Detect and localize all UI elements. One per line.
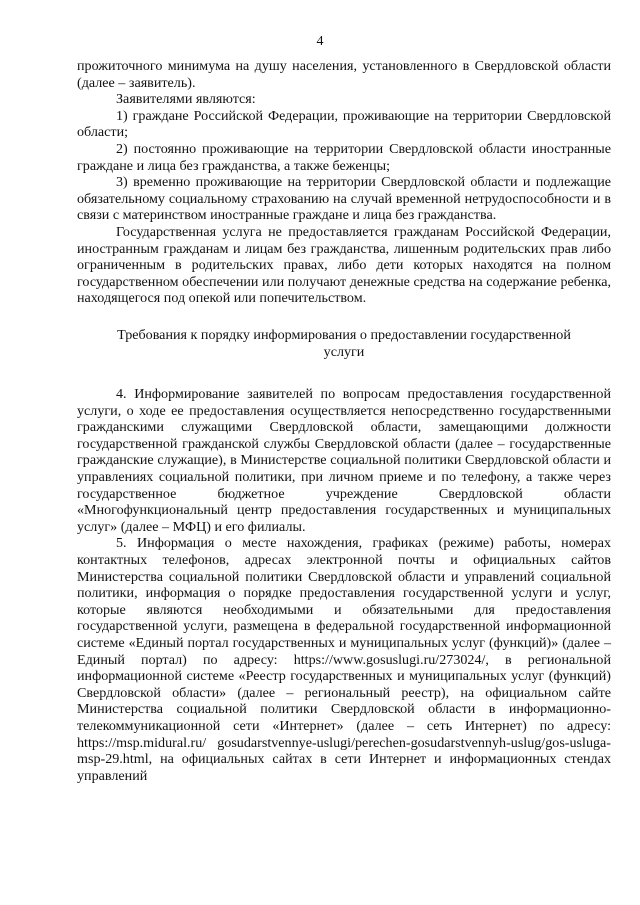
list-item: 2) постоянно проживающие на территории Свердловской области иностранные граждане и лица без гражданства, а также беженцы; xyxy=(77,140,611,174)
section-heading: Требования к порядку информирования о предоставлении государственной услуги xyxy=(117,326,571,360)
paragraph: прожиточного минимума на душу населения, установленного в Свердловской области (далее – заявитель). xyxy=(77,58,611,91)
list-item: 3) временно проживающие на территории Свердловской области и подлежащие обязательному социальному страхованию на случай временной нетрудоспособности и в связи с материнством иностранные граждане и лица без гражданства. xyxy=(77,174,611,224)
paragraph: 4. Информирование заявителей по вопросам предоставления государственной услуги, о ходе ее предоставления осуществляется непосредственно государственными гражданскими служащими Свердловской области, замещающими должности государственной гражданской службы Свердловской области (далее – государственные гражданские служащие), в Министерстве социальной политики Свердловской области и управлениях социальной политики, при личном приеме и по телефону, а также через государственное бюджетное учреждение Свердловской области «Многофункциональный центр предоставления государственных и муниципальных услуг» (далее – МФЦ) и его филиалы. xyxy=(77,386,611,535)
list-item: 1) граждане Российской Федерации, проживающие на территории Свердловской области; xyxy=(77,107,611,141)
paragraph: 5. Информация о месте нахождения, графиках (режиме) работы, номерах контактных телефонов, адресах электронной почты и официальных сайтов Министерства социальной политики Свердловской области и управлений социальной политики, информация о порядке предоставления государственной услуги и услуг, которые являются необходимыми и обязательными для предоставления государственной услуги, размещена в федеральной государственной информационной системе «Единый портал государственных и муниципальных услуг (функций)» (далее – Единый портал) по адресу: https://www.gosuslugi.ru/273024/, в региональной информационной системе «Реестр государственных и муниципальных услуг (функций) Свердловской области» (далее – региональный реестр), на официальном сайте Министерства социальной политики Свердловской области в информационно-телекоммуникационной сети «Интернет» (далее – сеть Интернет) по адресу: https://msp.midural.ru/ gosudarstvennye-uslugi/perechen-gosudarstvennyh-uslug/gos-usluga-msp-29.html, на официальных сайтах в сети Интернет и информационных стендах управлений xyxy=(77,535,611,784)
page-number: 4 xyxy=(316,34,324,49)
paragraph: Заявителями являются: xyxy=(116,91,256,108)
paragraph: Государственная услуга не предоставляется гражданам Российской Федерации, иностранным гражданам и лицам без гражданства, лишенным родительских прав либо ограниченным в родительских правах, либо дети которых находятся на полном государственном обеспечении или получают денежные средства на содержание ребенка, находящегося под опекой или попечительством. xyxy=(77,223,611,307)
document-body xyxy=(77,58,611,784)
